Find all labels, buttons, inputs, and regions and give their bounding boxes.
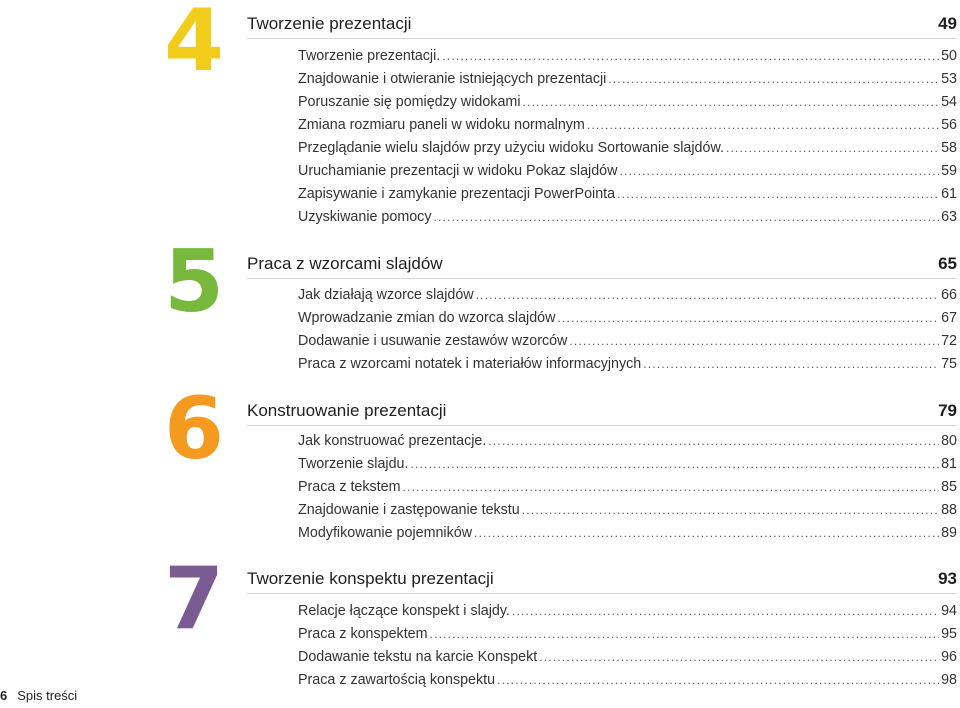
toc-entry[interactable] bbox=[298, 430, 957, 453]
entry-title: Znajdowanie i zastępowanie tekstu bbox=[298, 502, 520, 518]
toc-entry[interactable] bbox=[298, 522, 957, 545]
leader-dots bbox=[608, 68, 939, 91]
entry-title: Dodawanie tekstu na karcie Konspekt bbox=[298, 649, 538, 665]
toc-entry[interactable] bbox=[298, 284, 957, 307]
entry-page: 94 bbox=[941, 603, 957, 619]
toc-entry[interactable] bbox=[298, 68, 957, 91]
entry-title: Zmiana rozmiaru paneli w widoku normalnym bbox=[298, 117, 585, 133]
toc-entry[interactable] bbox=[298, 330, 957, 353]
toc-entry[interactable] bbox=[298, 476, 957, 499]
toc-entry[interactable] bbox=[298, 453, 957, 476]
chapter-heading[interactable] bbox=[247, 253, 957, 279]
entry-page: 72 bbox=[941, 333, 957, 349]
toc-entry[interactable] bbox=[298, 114, 957, 137]
toc-entry[interactable] bbox=[298, 160, 957, 183]
entry-page: 66 bbox=[941, 287, 957, 303]
leader-dots bbox=[557, 307, 939, 330]
toc-entry[interactable] bbox=[298, 669, 957, 692]
entry-list bbox=[298, 430, 957, 545]
toc-entry[interactable] bbox=[298, 45, 957, 68]
page-footer bbox=[0, 688, 77, 704]
chapter-heading[interactable] bbox=[247, 400, 957, 426]
entry-title: Modyfikowanie pojemników bbox=[298, 525, 473, 541]
chapter-title: Tworzenie konspektu prezentacji bbox=[247, 569, 494, 588]
toc-entry[interactable] bbox=[298, 137, 957, 160]
leader-dots bbox=[587, 114, 939, 137]
entry-title: Znajdowanie i otwieranie istniejących prezentacji bbox=[298, 71, 607, 87]
entry-title: Uruchamianie prezentacji w widoku Pokaz slajdów bbox=[298, 163, 618, 179]
entry-title: Uzyskiwanie pomocy bbox=[298, 209, 432, 225]
entry-page: 61 bbox=[941, 186, 957, 202]
entry-list bbox=[298, 45, 957, 229]
entry-title: Tworzenie prezentacji. bbox=[298, 48, 441, 64]
entry-page: 53 bbox=[941, 71, 957, 87]
entry-title: Poruszanie się pomiędzy widokami bbox=[298, 94, 521, 110]
entry-title: Jak działają wzorce slajdów bbox=[298, 287, 474, 303]
leader-dots bbox=[512, 600, 939, 623]
leader-dots bbox=[442, 45, 939, 68]
leader-dots bbox=[522, 499, 939, 522]
leader-dots bbox=[726, 137, 939, 160]
leader-dots bbox=[430, 623, 940, 646]
entry-title: Tworzenie slajdu. bbox=[298, 456, 409, 472]
entry-title: Wprowadzanie zmian do wzorca slajdów bbox=[298, 310, 556, 326]
entry-page: 56 bbox=[941, 117, 957, 133]
leader-dots bbox=[497, 669, 939, 692]
entry-page: 96 bbox=[941, 649, 957, 665]
entry-title: Dodawanie i usuwanie zestawów wzorców bbox=[298, 333, 568, 349]
leader-dots bbox=[643, 353, 939, 376]
leader-dots bbox=[476, 284, 939, 307]
entry-page: 98 bbox=[941, 672, 957, 688]
entry-page: 50 bbox=[941, 48, 957, 64]
entry-title: Jak konstruować prezentacje. bbox=[298, 433, 487, 449]
chapter-heading[interactable] bbox=[247, 568, 957, 594]
toc-entry[interactable] bbox=[298, 499, 957, 522]
entry-title: Praca z konspektem bbox=[298, 626, 428, 642]
entry-title: Przeglądanie wielu slajdów przy użyciu widoku Sortowanie slajdów. bbox=[298, 140, 724, 156]
toc-entry[interactable] bbox=[298, 206, 957, 229]
leader-dots bbox=[523, 91, 940, 114]
leader-dots bbox=[488, 430, 939, 453]
leader-dots bbox=[569, 330, 939, 353]
chapter-page: 93 bbox=[938, 569, 957, 588]
chapter-page: 79 bbox=[938, 401, 957, 420]
leader-dots bbox=[619, 160, 939, 183]
entry-page: 95 bbox=[941, 626, 957, 642]
leader-dots bbox=[433, 206, 939, 229]
entry-page: 89 bbox=[941, 525, 957, 541]
toc-entry[interactable] bbox=[298, 600, 957, 623]
leader-dots bbox=[403, 476, 940, 499]
chapter-title: Konstruowanie prezentacji bbox=[247, 401, 447, 420]
chapter-number: 4 bbox=[164, 0, 222, 91]
chapter-title: Praca z wzorcami slajdów bbox=[247, 254, 443, 273]
toc-entry[interactable] bbox=[298, 183, 957, 206]
entry-page: 63 bbox=[941, 209, 957, 225]
entry-page: 81 bbox=[941, 456, 957, 472]
entry-page: 58 bbox=[941, 140, 957, 156]
entry-page: 88 bbox=[941, 502, 957, 518]
chapter-number: 7 bbox=[164, 549, 222, 649]
entry-list bbox=[298, 600, 957, 692]
entry-title: Praca z wzorcami notatek i materiałów informacyjnych bbox=[298, 356, 642, 372]
entry-title: Praca z tekstem bbox=[298, 479, 401, 495]
entry-title: Praca z zawartością konspektu bbox=[298, 672, 496, 688]
footer-section-label: Spis treści bbox=[17, 688, 78, 703]
toc-entry[interactable] bbox=[298, 91, 957, 114]
entry-title: Relacje łączące konspekt i slajdy. bbox=[298, 603, 510, 619]
chapter-page: 65 bbox=[938, 254, 957, 273]
leader-dots bbox=[474, 522, 939, 545]
toc-entry[interactable] bbox=[298, 646, 957, 669]
leader-dots bbox=[410, 453, 939, 476]
entry-page: 59 bbox=[941, 163, 957, 179]
entry-title: Zapisywanie i zamykanie prezentacji PowerPointa bbox=[298, 186, 616, 202]
entry-page: 67 bbox=[941, 310, 957, 326]
footer-page-number: 6 bbox=[0, 688, 8, 703]
entry-page: 85 bbox=[941, 479, 957, 495]
leader-dots bbox=[617, 183, 939, 206]
chapter-page: 49 bbox=[938, 14, 957, 33]
entry-page: 54 bbox=[941, 94, 957, 110]
leader-dots bbox=[539, 646, 939, 669]
chapter-number: 6 bbox=[164, 379, 222, 479]
toc-entry[interactable] bbox=[298, 353, 957, 376]
chapter-number: 5 bbox=[164, 232, 222, 332]
toc-entry[interactable] bbox=[298, 623, 957, 646]
chapter-heading[interactable] bbox=[247, 13, 957, 39]
toc-entry[interactable] bbox=[298, 307, 957, 330]
entry-list bbox=[298, 284, 957, 376]
entry-page: 75 bbox=[941, 356, 957, 372]
chapter-title: Tworzenie prezentacji bbox=[247, 14, 412, 33]
entry-page: 80 bbox=[941, 433, 957, 449]
